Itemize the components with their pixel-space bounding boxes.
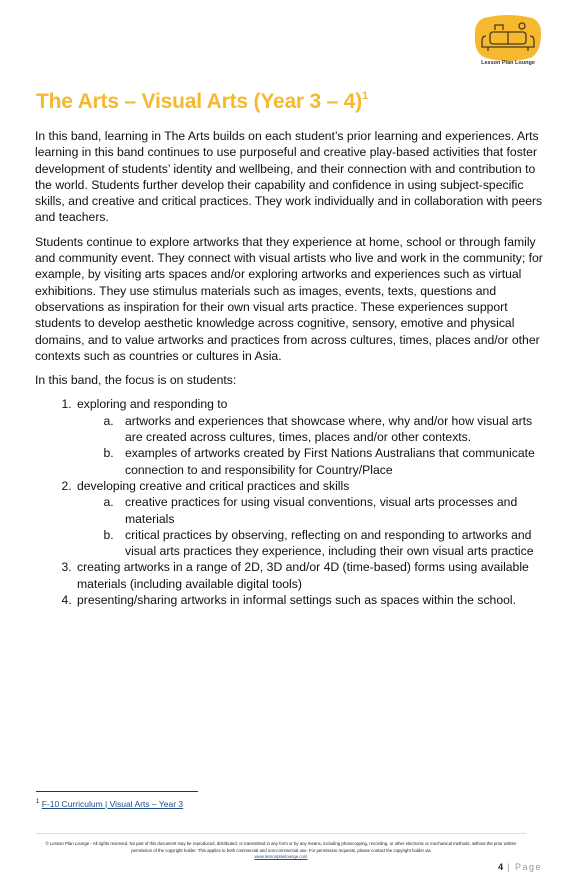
- page-title: [36, 90, 368, 114]
- page-number-value: 4: [498, 862, 504, 872]
- list-item: [75, 396, 543, 477]
- body-content: [35, 128, 543, 608]
- title-text: The Arts – Visual Arts (Year 3 – 4): [36, 90, 363, 113]
- page-number: 4 | Page: [498, 862, 542, 872]
- sub-list-item: b. examples of artworks created by First Nations Australians that communicate connection to and responsibility for Country/Place: [117, 445, 543, 478]
- list-item-text: exploring and responding to: [77, 397, 228, 412]
- logo-caption: Lesson Plan Lounge: [481, 60, 535, 66]
- explore-paragraph: Students continue to explore artworks that they experience at home, school or through family and community event. They connect with visual artists who live and work in the community; for example, by visiting arts spaces and/or exploring artworks and experiences such as virtual exhibitions. They use stimulus materials such as images, events, texts, questions and observations as inspiration for their own visual arts practice. These experiences support students to develop aesthetic knowledge across cognitive, sensory, emotive and physical domains, and to value artworks and practices from across cultures, times, places and/or other contexts such as countries or cultures in Asia.: [35, 234, 543, 363]
- list-item-text: creating artworks in a range of 2D, 3D and/or 4D (time-based) forms using available materials (including available digital tools): [77, 560, 529, 591]
- list-item: [75, 478, 543, 559]
- page-label: Page: [514, 862, 542, 872]
- sofa-logo-icon: [470, 14, 546, 64]
- focus-list: [35, 396, 543, 608]
- footer-divider: [36, 833, 526, 834]
- sub-list: [77, 413, 543, 478]
- sub-list-item: a. artworks and experiences that showcase where, why and/or how visual arts are created across cultures, times, places and/or other contexts.: [117, 413, 543, 446]
- sub-list: [77, 494, 543, 559]
- list-item: [75, 559, 543, 592]
- sub-list-item: b. critical practices by observing, reflecting on and responding to artworks and visual arts practices they experience, including their own visual arts practice: [117, 527, 543, 560]
- list-item-text: presenting/sharing artworks in informal settings such as spaces within the school.: [77, 593, 516, 608]
- sub-list-item: a. creative practices for using visual conventions, visual arts processes and materials: [117, 494, 543, 527]
- footnote: [36, 799, 183, 809]
- website-link[interactable]: www.lessonplanlounge.com: [254, 854, 308, 860]
- title-footnote-ref[interactable]: 1: [362, 90, 368, 102]
- footnote-number: 1: [36, 799, 40, 806]
- footnote-divider: [36, 791, 198, 792]
- list-item: [75, 592, 543, 608]
- footnote-link[interactable]: F-10 Curriculum | Visual Arts – Year 3: [41, 799, 184, 809]
- copyright-notice: [40, 841, 522, 861]
- intro-paragraph: In this band, learning in The Arts builds on each student’s prior learning and experiences. Arts learning in this band continues to use purposeful and creative play-based activities that foster development of students’ identity and wellbeing, and their connection with and contribution to the world. Students further develop their capability and confidence in using subject-specific skills, and creative and critical practices. They work individually and in collaboration with peers and teachers.: [35, 129, 543, 225]
- list-item-text: developing creative and critical practices and skills: [77, 478, 350, 493]
- focus-lead-paragraph: In this band, the focus is on students:: [35, 373, 237, 388]
- copyright-text: © Lesson Plan Lounge - All rights reserved. No part of this document may be reproduced, distributed, or transmitted in any form or by any means, including photocopying, recording, or other electronic or mechanical methods, without the prior written permission of the copyright holder. This applies to both commercial and non-commercial use. For permission requests, please contact the copyright holder via: [45, 841, 517, 853]
